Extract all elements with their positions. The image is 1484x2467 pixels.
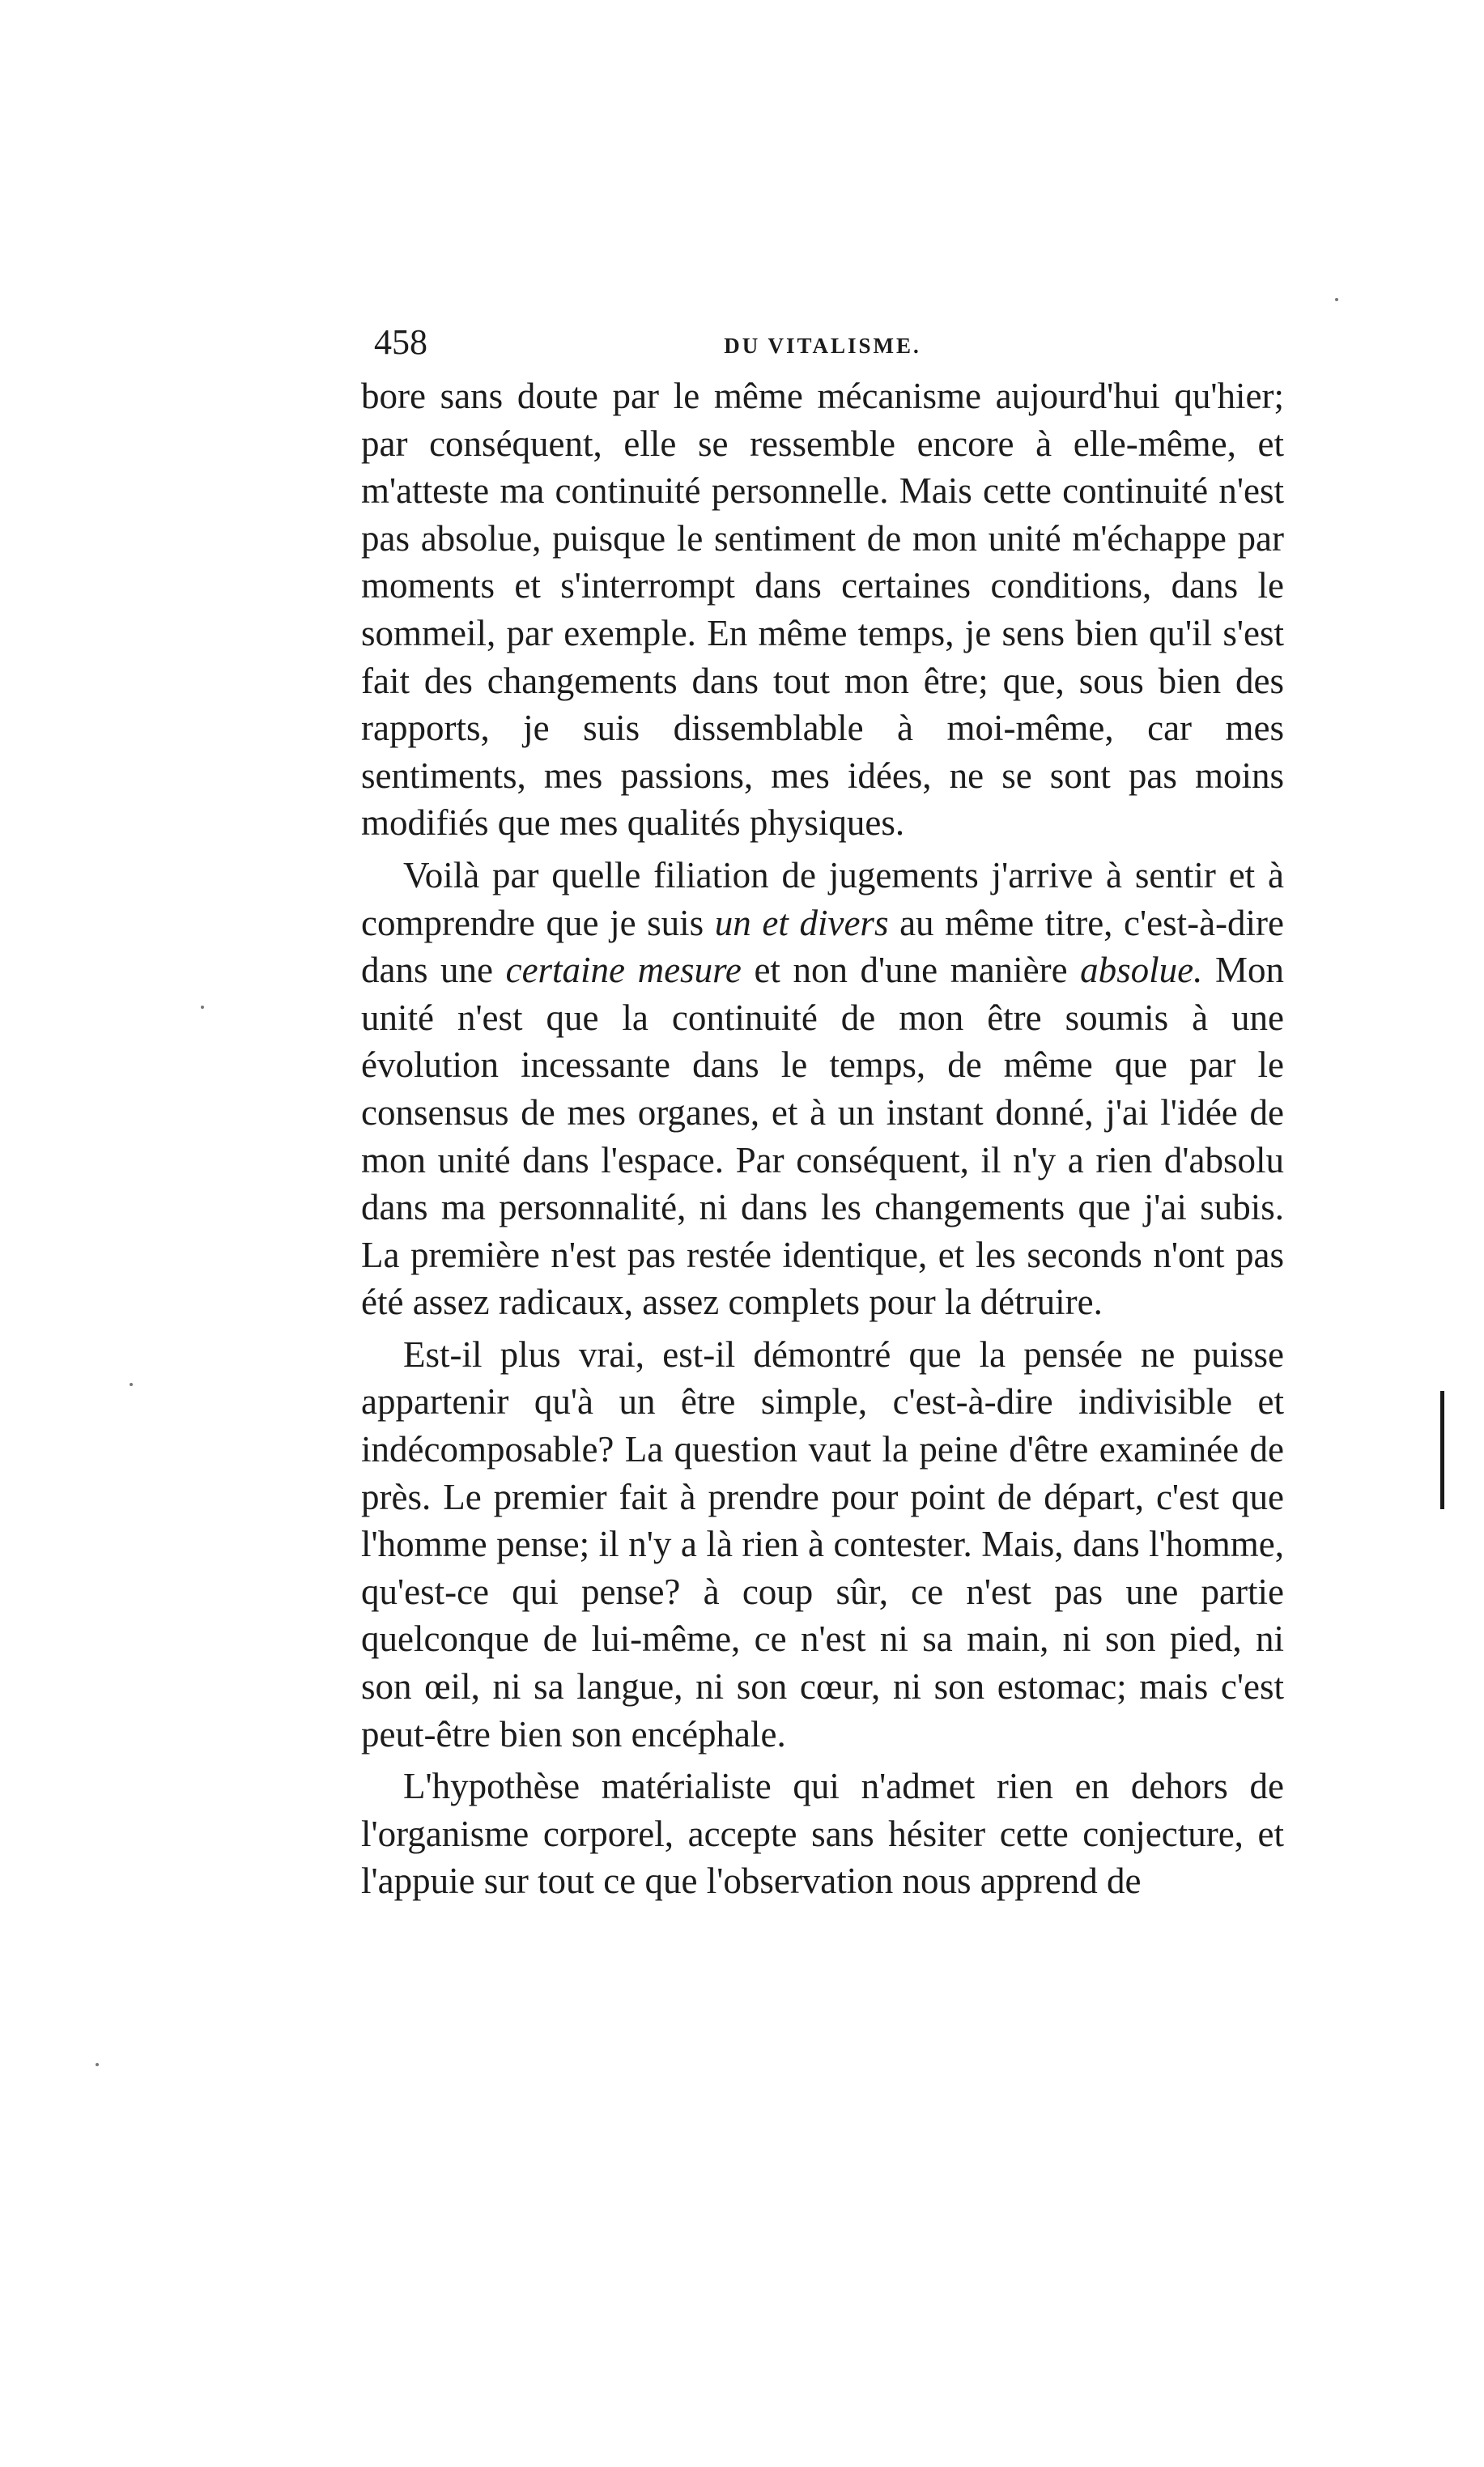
book-page	[361, 317, 1284, 1905]
paragraph-3: Est-il plus vrai, est-il démontré que la pensée ne puisse appartenir qu'à un être simple, c'est-à-dire indivisible et indécomposable? La question vaut la peine d'être examinée de près. Le premier fait à prendre pour point de départ, c'est que l'homme pense; il n'y a là rien à contester. Mais, dans l'homme, qu'est-ce qui pense? à coup sûr, ce n'est pas une partie quelconque de lui-même, ce n'est ni sa main, ni son pied, ni son œil, ni sa langue, ni son cœur, ni son estomac; mais c'est peut-être bien son encéphale.	[361, 1333, 1284, 1755]
paragraph-2-text-3: et non d'une manière	[741, 950, 1081, 991]
paragraph-2	[361, 852, 1284, 1326]
paragraph-2-text-1: Voilà par quelle filiation de jugements j'arrive à sentir et à comprendre que je suis	[361, 854, 1284, 943]
scan-speck	[1335, 298, 1338, 301]
running-head: DU VITALISME.	[724, 334, 921, 358]
margin-scan-mark	[1440, 1391, 1444, 1509]
paragraph-4: L'hypothèse matérialiste qui n'admet rien en dehors de l'organisme corporel, accepte sans hésiter cette conjecture, et l'appuie sur tout ce que l'observation nous apprend de	[361, 1766, 1284, 1902]
italic-phrase-certaine-mesure: certaine mesure	[505, 950, 742, 991]
scan-speck	[201, 1006, 204, 1009]
page-number: 458	[374, 322, 427, 362]
paragraph-2-text-2: au même titre, c'est-à-dire dans une	[361, 902, 1285, 991]
italic-phrase-un-et-divers: un et divers	[714, 902, 889, 943]
italic-phrase-absolue: absolue.	[1080, 950, 1203, 991]
paragraph-1: bore sans doute par le même mécanisme aujourd'hui qu'hier; par conséquent, elle se ressemble encore à elle-même, et m'atteste ma continuité personnelle. Mais cette continuité n'est pas absolue, puisque le sentiment de mon unité m'échappe par moments et s'interrompt dans certaines conditions, dans le sommeil, par exemple. En même temps, je sens bien qu'il s'est fait des changements dans tout mon être; que, sous bien des rapports, je suis dissemblable à moi-même, car mes sentiments, mes passions, mes idées, ne se sont pas moins modifiés que mes qualités physiques.	[361, 376, 1284, 844]
scan-speck	[96, 2063, 99, 2066]
scan-speck	[130, 1383, 133, 1386]
paragraph-2-text-4: Mon unité n'est que la continuité de mon être soumis à une évolution incessante dans le temps, de même que par le consensus de mes organes, et à un instant donné, j'ai l'idée de mon unité dans l'espace. Par conséquent, il n'y a rien d'absolu dans ma personnalité, ni dans les changements que j'ai subis. La première n'est pas restée identique, et les seconds n'ont pas été assez radicaux, assez complets pour la détruire.	[361, 950, 1284, 1323]
page-header	[361, 317, 1284, 368]
